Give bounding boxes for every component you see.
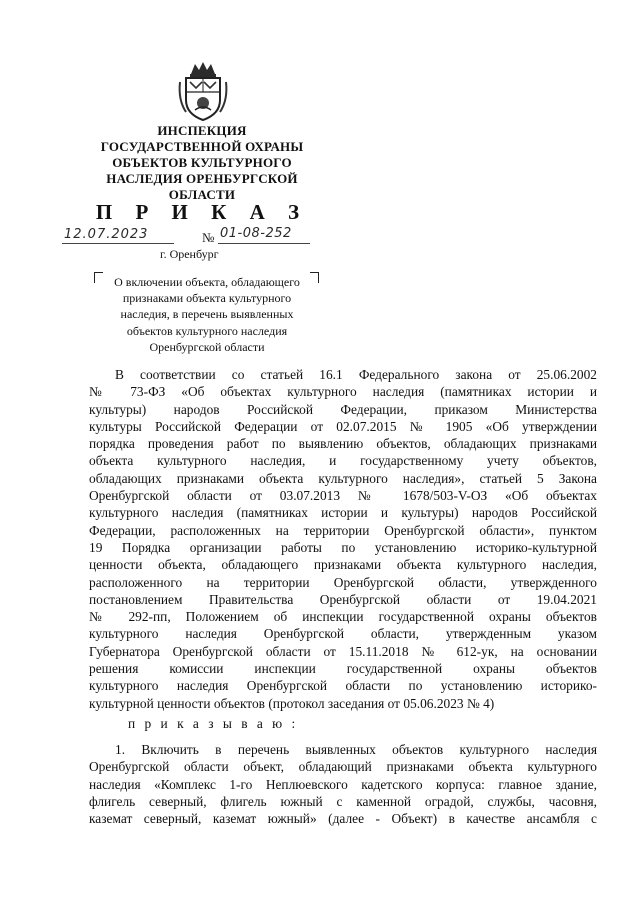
preamble-line: 19 Порядка организации работы по установлению историко-культурной (89, 539, 597, 555)
subject-line: Оренбургской области (149, 339, 265, 354)
preamble-line: постановлением Правительства Оренбургской области от 19.04.2021 (89, 591, 597, 607)
date-underline (62, 243, 174, 244)
item-line: наследия «Комплекс 1-го Неплюевского кадетского корпуса: главное здание, (89, 776, 597, 792)
subject-line: признаками объекта культурного (122, 291, 292, 306)
preamble-paragraph (89, 366, 597, 712)
preamble-line: обладающих признаками объекта культурного наследия», статьей 5 Закона (89, 470, 597, 486)
handwritten-number: 01-08-252 (220, 226, 292, 241)
subject-line: наследия, в перечень выявленных (120, 307, 294, 322)
preamble-line: Оренбургской области от 03.07.2013 № 1678/503-V-ОЗ «Об объектах (89, 488, 597, 504)
preamble-line: В соответствии со статьей 16.1 Федерального закона от 25.06.2002 (115, 367, 597, 382)
handwritten-date: 12.07.2023 (64, 227, 149, 242)
item-line: каземат северный, каземат южный» (далее - Объект) в качестве ансамбля с (89, 811, 597, 827)
order-item-1 (89, 741, 597, 827)
authority-line: ОБЪЕКТОВ КУЛЬТУРНОГО (112, 155, 292, 170)
subject-line: объектов культурного наследия (126, 323, 288, 338)
item-line: флигель северный, флигель южный с каменной оградой, службы, часовня, (89, 793, 597, 809)
item-line: Оренбургской области объект, обладающий признаками объекта культурного (89, 759, 597, 775)
preamble-line: культурной ценности объектов (протокол заседания от 05.06.2023 № 4) (89, 695, 495, 711)
preamble-line: ценности объекта, обладающего признаками объекта культурного наследия, (89, 557, 597, 573)
order-subject (98, 274, 316, 355)
preamble-line: культурного наследия Оренбургской области, утвержденным указом (89, 626, 597, 642)
preamble-line: № 292-пп, Положением об инспекции государственной охраны объектов (89, 609, 597, 625)
preamble-line: Федерации, расположенных на территории Оренбургской области», пунктом (89, 522, 597, 538)
preamble-line: расположенного на территории Оренбургской области, утвержденного (89, 574, 597, 590)
authority-line: ГОСУДАРСТВЕННОЙ ОХРАНЫ (100, 139, 304, 154)
preamble-line: объекта культурного наследия, и государственному учету объектов, (89, 453, 597, 469)
coat-of-arms-icon (176, 60, 230, 122)
number-label: № (202, 230, 215, 245)
subject-line: О включении объекта, обладающего (114, 275, 300, 289)
authority-line: ИНСПЕКЦИЯ (157, 123, 247, 138)
preamble-line: решения комиссии инспекции государственной охраны объектов (89, 661, 597, 677)
preamble-line: культурного наследия Оренбургской области по установлению историко- (89, 678, 597, 694)
item-line: 1. Включить в перечень выявленных объектов культурного наследия (115, 742, 597, 757)
number-underline (218, 243, 310, 244)
preamble-line: культурного наследия (памятниках истории и культуры) народов Российской (89, 505, 597, 521)
decree-word: п р и к а з ы в а ю : (128, 716, 299, 731)
city: г. Оренбург (160, 247, 219, 261)
preamble-line: № 73-ФЗ «Об объектах культурного наследия (памятниках истории и (89, 384, 597, 400)
preamble-line: культуры) народов Российской Федерации, приказом Министерства (89, 401, 597, 417)
authority-line: НАСЛЕДИЯ ОРЕНБУРГСКОЙ (106, 171, 298, 186)
document-type-title: П Р И К А З (95, 200, 309, 224)
preamble-line: порядка проведения работ по выявлению объектов, обладающих признаками (89, 436, 597, 452)
preamble-line: культуры Российской Федерации от 02.07.2015 № 1905 «Об утверждении (89, 418, 597, 434)
preamble-line: Губернатора Оренбургской области от 15.11.2018 № 612-ук, на основании (89, 643, 597, 659)
authority-line: ОБЛАСТИ (168, 187, 236, 202)
issuing-authority (92, 123, 312, 203)
